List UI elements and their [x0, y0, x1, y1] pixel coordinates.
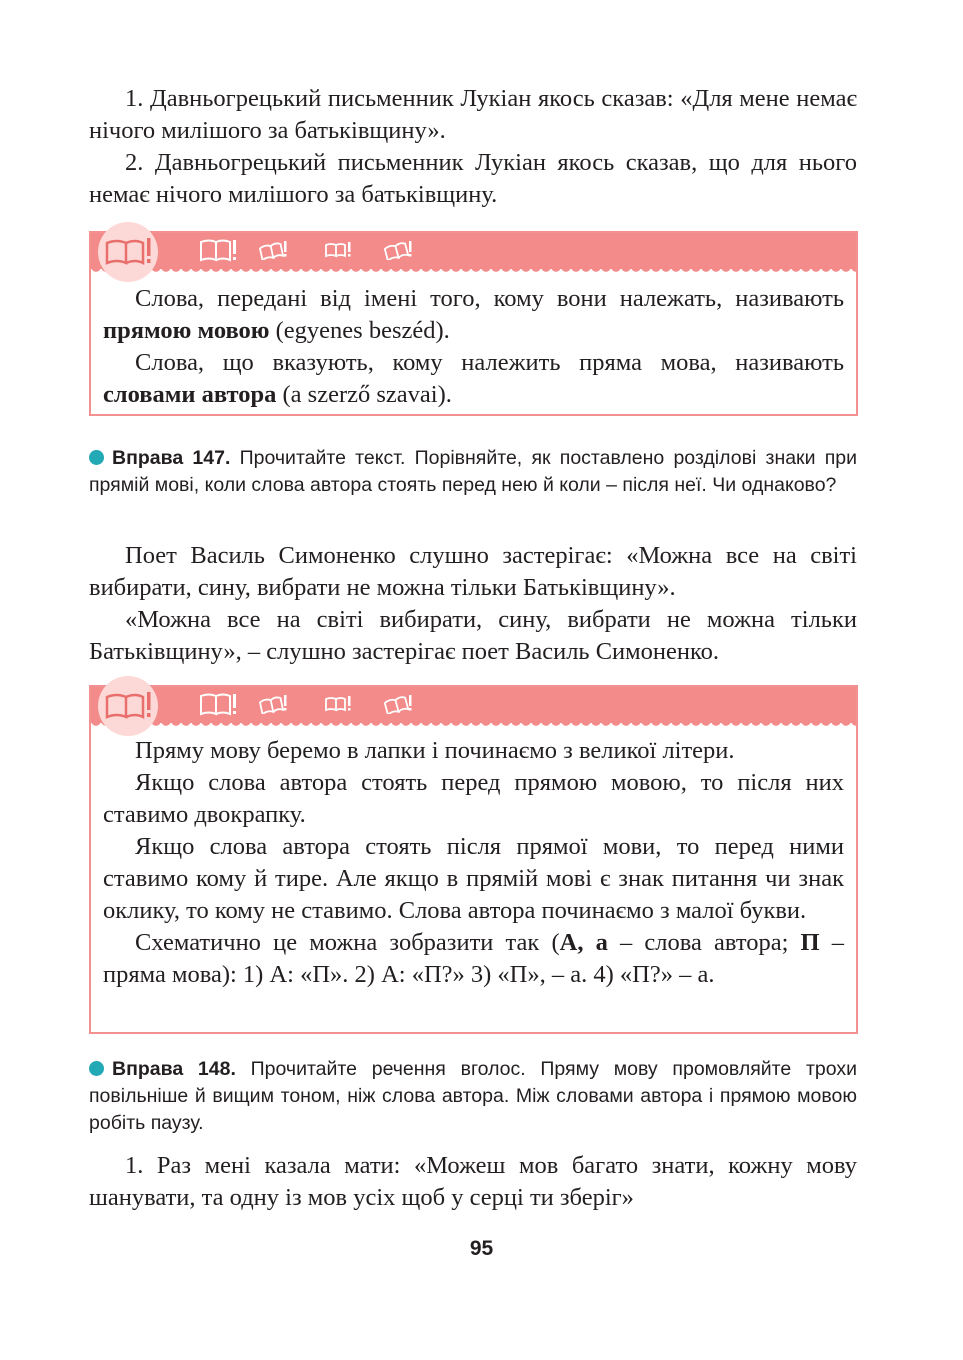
rule-author-words: Слова, що вказують, кому належить пряма мова, називають словами автора (a szerző szavai).	[103, 349, 844, 408]
bullet-icon	[89, 450, 104, 465]
book-exclamation-icon-small	[324, 241, 352, 259]
rule-comma-dash: Якщо слова автора стоять після прямої мови, то перед ними ставимо кому й тире. Але якщо в прямій мові є знак питання чи знак оклику, то кому не ставимо. Слова автора починаємо з малої букви.	[103, 833, 844, 924]
book-exclamation-icon	[199, 692, 239, 718]
exercise-instruction: Прочитайте речення вголос. Пряму мову промовляйте трохи повільніше й вищим тоном, ніж слова автора. Між словами автора і прямою мовою робіть паузу.	[89, 1058, 857, 1134]
book-exclamation-icon	[97, 221, 159, 283]
rule-quotes: Пряму мову беремо в лапки і починаємо з великої літери.	[135, 737, 735, 764]
exercise-148	[89, 1056, 857, 1137]
rule-colon: Якщо слова автора стоять перед прямою мовою, то після них ставимо двокрапку.	[103, 769, 844, 828]
book-exclamation-icon-small	[324, 695, 352, 713]
book-exclamation-icon-small	[259, 240, 289, 260]
example-sentence-2: «Можна все на світі вибирати, сину, вибрати не можна тільки Батьківщину», – слушно застерігає поет Василь Симоненко.	[89, 606, 857, 665]
rule-direct-speech: Слова, передані від імені того, кому вони належать, називають прямою мовою (egyenes beszéd).	[103, 285, 844, 344]
header-scallop	[91, 267, 856, 275]
example-sentence-1: Поет Василь Симоненко слушно застерігає: «Можна все на світі вибирати, сину, вибрати не можна тільки Батьківщину».	[89, 542, 857, 601]
header-scallop	[91, 721, 856, 729]
book-exclamation-icon	[97, 675, 159, 737]
example-sentence-1: 1. Раз мені казала мати: «Можеш мов багато знати, кожну мову шанувати, та одну із мов усіх щоб у серці ти зберіг»	[89, 1152, 857, 1211]
exercise-147-text	[89, 540, 857, 668]
page-number: 95	[469, 1237, 494, 1260]
intro-sentence-2: 2. Давньогрецький письменник Лукіан якось сказав, що для нього немає нічого милішого за батьківщину.	[89, 149, 857, 208]
exercise-147	[89, 445, 857, 499]
exercise-label: Вправа 148.	[112, 1058, 236, 1080]
intro-sentence-1: 1. Давньогрецький письменник Лукіан якось сказав: «Для мене немає нічого милішого за батьківщину».	[89, 85, 857, 144]
rule-box-punctuation	[89, 685, 858, 1034]
book-exclamation-icon	[199, 238, 239, 264]
exercise-instruction: Прочитайте текст. Порівняйте, як поставлено розділові знаки при прямій мові, коли слова автора стоять перед нею й коли – після неї. Чи однаково?	[89, 447, 857, 496]
book-exclamation-icon-small	[384, 240, 414, 260]
rule-box-text	[103, 283, 844, 411]
intro-text	[89, 83, 857, 211]
bullet-icon	[89, 1061, 104, 1076]
rule-box-text	[103, 735, 844, 991]
rule-box-direct-speech	[89, 231, 858, 416]
book-exclamation-icon-small	[384, 694, 414, 714]
exercise-148-text	[89, 1150, 857, 1214]
rule-schemes: Схематично це можна зобразити так (А, а – слова автора; П – пряма мова): 1) А: «П». 2) А: «П?» 3) «П», – а. 4) «П?» – а.	[103, 929, 845, 988]
exercise-label: Вправа 147.	[112, 447, 231, 469]
book-exclamation-icon-small	[259, 694, 289, 714]
